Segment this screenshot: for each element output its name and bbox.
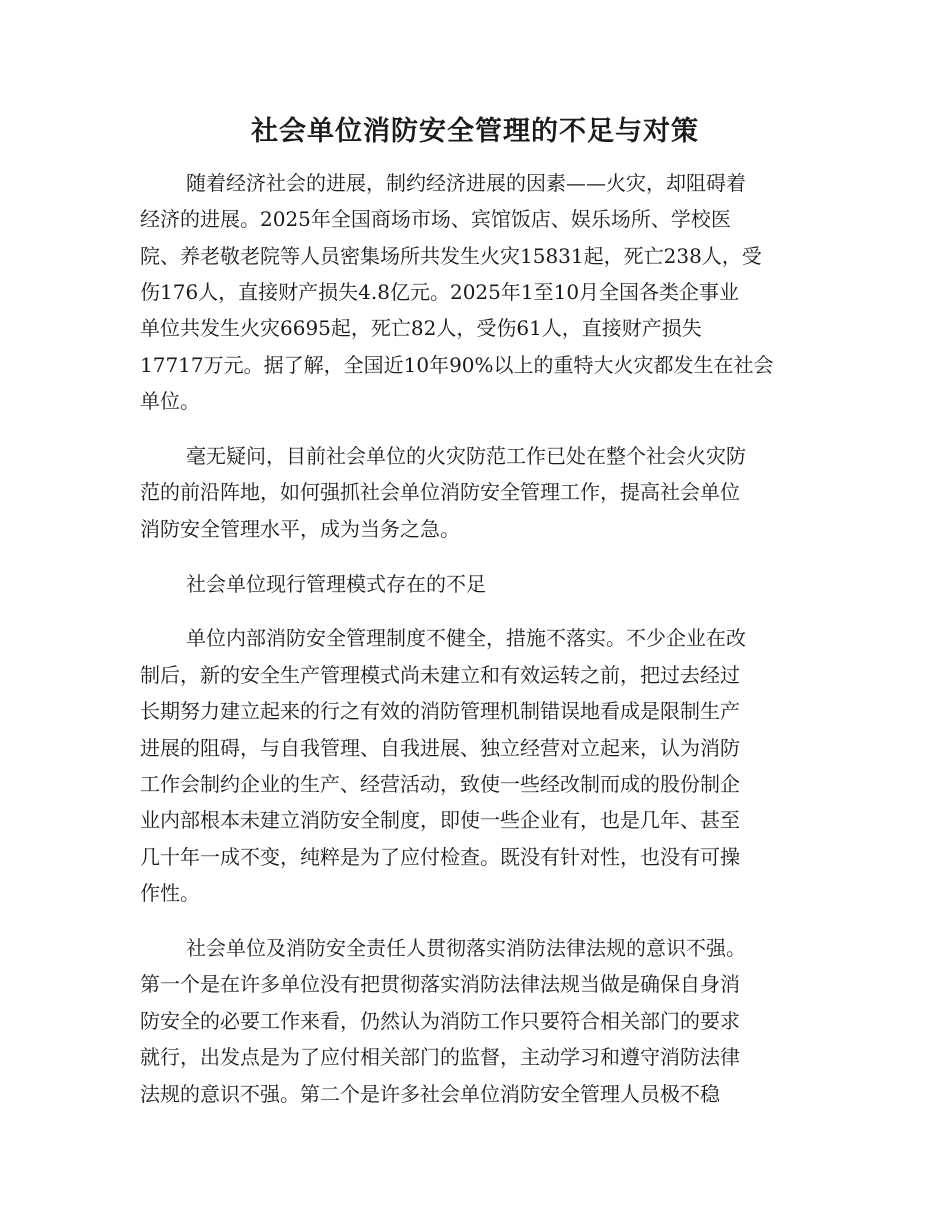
paragraph-line: 范的前沿阵地，如何强抓社会单位消防安全管理工作，提高社会单位 xyxy=(140,480,740,504)
paragraph-line: 防安全的必要工作来看，仍然认为消防工作只要符合相关部门的要求 xyxy=(140,1009,740,1033)
paragraph-line: 经济的进展。2025年全国商场市场、宾馆饭店、娱乐场所、学校医 xyxy=(140,207,731,231)
paragraph-line: 社会单位及消防安全责任人贯彻落实消防法律法规的意识不强。 xyxy=(186,936,746,960)
paragraph-line: 法规的意识不强。第二个是许多社会单位消防安全管理人员极不稳 xyxy=(140,1082,720,1106)
paragraph-line: 长期努力建立起来的行之有效的消防管理机制错误地看成是限制生产 xyxy=(140,699,740,723)
paragraph-line: 第一个是在许多单位没有把贯彻落实消防法律法规当做是确保自身消 xyxy=(140,972,740,996)
paragraph-line: 毫无疑问，目前社会单位的火灾防范工作已处在整个社会火灾防 xyxy=(186,444,746,468)
paragraph-line: 就行，出发点是为了应付相关部门的监督，主动学习和遵守消防法律 xyxy=(140,1045,740,1069)
paragraph-line: 院、养老敬老院等人员密集场所共发生火灾15831起，死亡238人，受 xyxy=(140,244,762,268)
paragraph-line: 伤176人，直接财产损失4.8亿元。2025年1至10月全国各类企事业 xyxy=(140,280,740,304)
paragraph-line: 几十年一成不变，纯粹是为了应付检查。既没有针对性，也没有可操 xyxy=(140,845,740,869)
paragraph-line: 制后，新的安全生产管理模式尚未建立和有效运转之前，把过去经过 xyxy=(140,663,740,687)
paragraph-line: 工作会制约企业的生产、经营活动，致使一些经改制而成的股份制企 xyxy=(140,772,740,796)
paragraph-line: 进展的阻碍，与自我管理、自我进展、独立经营对立起来，认为消防 xyxy=(140,736,740,760)
document-title: 社会单位消防安全管理的不足与对策 xyxy=(251,116,699,147)
paragraph-line: 单位内部消防安全管理制度不健全，措施不落实。不少企业在改 xyxy=(186,626,746,650)
paragraph-line: 单位共发生火灾6695起，死亡82人，受伤61人，直接财产损失 xyxy=(140,316,702,340)
section-heading: 社会单位现行管理模式存在的不足 xyxy=(186,572,486,596)
paragraph-line: 消防安全管理水平，成为当务之急。 xyxy=(140,517,460,541)
paragraph-line: 17717万元。据了解，全国近10年90%以上的重特大火灾都发生在社会 xyxy=(140,353,774,377)
paragraph-line: 作性。 xyxy=(140,881,200,905)
paragraph-line: 随着经济社会的进展，制约经济进展的因素——火灾，却阻碍着 xyxy=(186,171,746,195)
paragraph-line: 单位。 xyxy=(140,389,200,413)
paragraph-line: 业内部根本未建立消防安全制度，即使一些企业有，也是几年、甚至 xyxy=(140,808,740,832)
